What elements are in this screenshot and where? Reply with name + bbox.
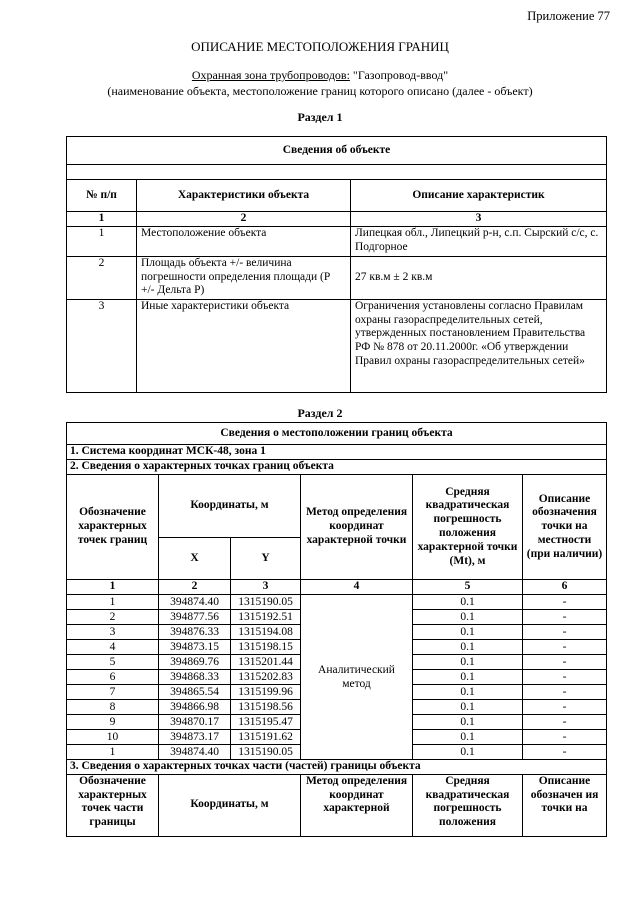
section2-title: Раздел 2: [297, 406, 343, 420]
point-id: 1: [67, 744, 159, 759]
point-x: 394877.56: [159, 609, 231, 624]
point-id: 8: [67, 699, 159, 714]
col-number: 5: [413, 580, 523, 595]
point-error: 0.1: [413, 714, 523, 729]
row-characteristic: Местоположение объекта: [137, 226, 351, 256]
parts-header-coordinates: Координаты, м: [159, 774, 301, 836]
point-error: 0.1: [413, 684, 523, 699]
row-description: Липецкая обл., Липецкий р-н, с.п. Сырский с/с, с. Подгорное: [351, 226, 607, 256]
point-description: -: [523, 714, 607, 729]
parts-title: 3. Сведения о характерных точках части (частей) границы объекта: [67, 759, 607, 774]
document-title: ОПИСАНИЕ МЕСТОПОЛОЖЕНИЯ ГРАНИЦ: [191, 39, 449, 54]
point-id: 6: [67, 669, 159, 684]
row-characteristic: Иные характеристики объекта: [137, 299, 351, 392]
parts-header-description: Описание обозначен ия точки на: [523, 774, 607, 836]
row-description: Ограничения установлены согласно Правилам охраны газораспределительных сетей, утвержденных постановлением Правительства РФ № 878 от 20.11.2000г. «Об утверждении Правил охраны газораспределительных сетей»: [351, 299, 607, 392]
point-y: 1315192.51: [231, 609, 301, 624]
point-description: -: [523, 684, 607, 699]
point-id: 7: [67, 684, 159, 699]
point-y: 1315191.62: [231, 729, 301, 744]
point-y: 1315190.05: [231, 744, 301, 759]
header-coordinates: Координаты, м: [159, 475, 301, 538]
point-error: 0.1: [413, 729, 523, 744]
col-number: 4: [301, 580, 413, 595]
point-id: 3: [67, 624, 159, 639]
point-error: 0.1: [413, 744, 523, 759]
appendix-label: Приложение 77: [527, 9, 610, 23]
parts-header-error: Средняя квадратическая погрешность положения: [413, 774, 523, 836]
point-description: -: [523, 624, 607, 639]
point-error: 0.1: [413, 699, 523, 714]
point-id: 2: [67, 609, 159, 624]
row-number: 2: [67, 256, 137, 299]
point-id: 5: [67, 654, 159, 669]
col-number: 3: [351, 212, 607, 227]
header-characteristic: Характеристики объекта: [137, 180, 351, 212]
header-error: Средняя квадратическая погрешность положения характерной точки (Mt), м: [413, 475, 523, 580]
point-error: 0.1: [413, 609, 523, 624]
point-y: 1315202.83: [231, 669, 301, 684]
spacer-row: [67, 165, 607, 180]
point-y: 1315198.56: [231, 699, 301, 714]
object-info-table: [66, 136, 607, 393]
method-cell: Аналитический метод: [301, 594, 413, 759]
col-number: 3: [231, 580, 301, 595]
header-description: Описание характеристик: [351, 180, 607, 212]
zone-line: [0, 68, 640, 83]
header-point-description: Описание обозначения точки на местности (при наличии): [523, 475, 607, 580]
point-description: -: [523, 654, 607, 669]
point-error: 0.1: [413, 654, 523, 669]
point-id: 4: [67, 639, 159, 654]
point-description: -: [523, 669, 607, 684]
header-number: № п/п: [67, 180, 137, 212]
point-x: 394874.40: [159, 744, 231, 759]
header-method: Метод определения координат характерной точки: [301, 475, 413, 580]
row-characteristic: Площадь объекта +/- величина погрешности определения площади (Р +/- Дельта Р): [137, 256, 351, 299]
section1-title: Раздел 1: [297, 110, 343, 124]
table-title: Сведения об объекте: [67, 137, 607, 165]
boundary-table: [66, 422, 607, 837]
point-description: -: [523, 744, 607, 759]
point-id: 9: [67, 714, 159, 729]
row-number: 1: [67, 226, 137, 256]
parts-header-designation: Обозначение характерных точек части границы: [67, 774, 159, 836]
point-error: 0.1: [413, 639, 523, 654]
parts-header-method: Метод определения координат характерной: [301, 774, 413, 836]
point-description: -: [523, 639, 607, 654]
point-error: 0.1: [413, 594, 523, 609]
row-description: 27 кв.м ± 2 кв.м: [351, 256, 607, 299]
point-y: 1315195.47: [231, 714, 301, 729]
zone-prefix: Охранная зона трубопроводов:: [191, 68, 350, 82]
point-id: 10: [67, 729, 159, 744]
col-number: 1: [67, 212, 137, 227]
point-error: 0.1: [413, 624, 523, 639]
point-y: 1315194.08: [231, 624, 301, 639]
col-number: 6: [523, 580, 607, 595]
point-description: -: [523, 609, 607, 624]
point-y: 1315199.96: [231, 684, 301, 699]
table-title: Сведения о местоположении границ объекта: [67, 423, 607, 445]
coordinate-system: 1. Система координат МСК-48, зона 1: [67, 445, 607, 460]
points-title: 2. Сведения о характерных точках границ объекта: [67, 460, 607, 475]
row-number: 3: [67, 299, 137, 392]
point-y: 1315190.05: [231, 594, 301, 609]
point-x: 394874.40: [159, 594, 231, 609]
point-x: 394869.76: [159, 654, 231, 669]
zone-name: "Газопровод-ввод": [352, 68, 449, 82]
point-x: 394870.17: [159, 714, 231, 729]
point-x: 394873.17: [159, 729, 231, 744]
col-number: 2: [159, 580, 231, 595]
point-y: 1315201.44: [231, 654, 301, 669]
header-designation: Обозначение характерных точек границ: [67, 475, 159, 580]
table-row: [67, 594, 607, 609]
header-x: X: [159, 538, 231, 580]
point-x: 394866.98: [159, 699, 231, 714]
point-error: 0.1: [413, 669, 523, 684]
point-x: 394868.33: [159, 669, 231, 684]
col-number: 1: [67, 580, 159, 595]
point-description: -: [523, 594, 607, 609]
point-id: 1: [67, 594, 159, 609]
zone-subtitle: (наименование объекта, местоположение границ которого описано (далее - объект): [107, 84, 533, 98]
point-x: 394873.15: [159, 639, 231, 654]
header-y: Y: [231, 538, 301, 580]
point-description: -: [523, 699, 607, 714]
point-description: -: [523, 729, 607, 744]
point-y: 1315198.15: [231, 639, 301, 654]
point-x: 394876.33: [159, 624, 231, 639]
point-x: 394865.54: [159, 684, 231, 699]
col-number: 2: [137, 212, 351, 227]
